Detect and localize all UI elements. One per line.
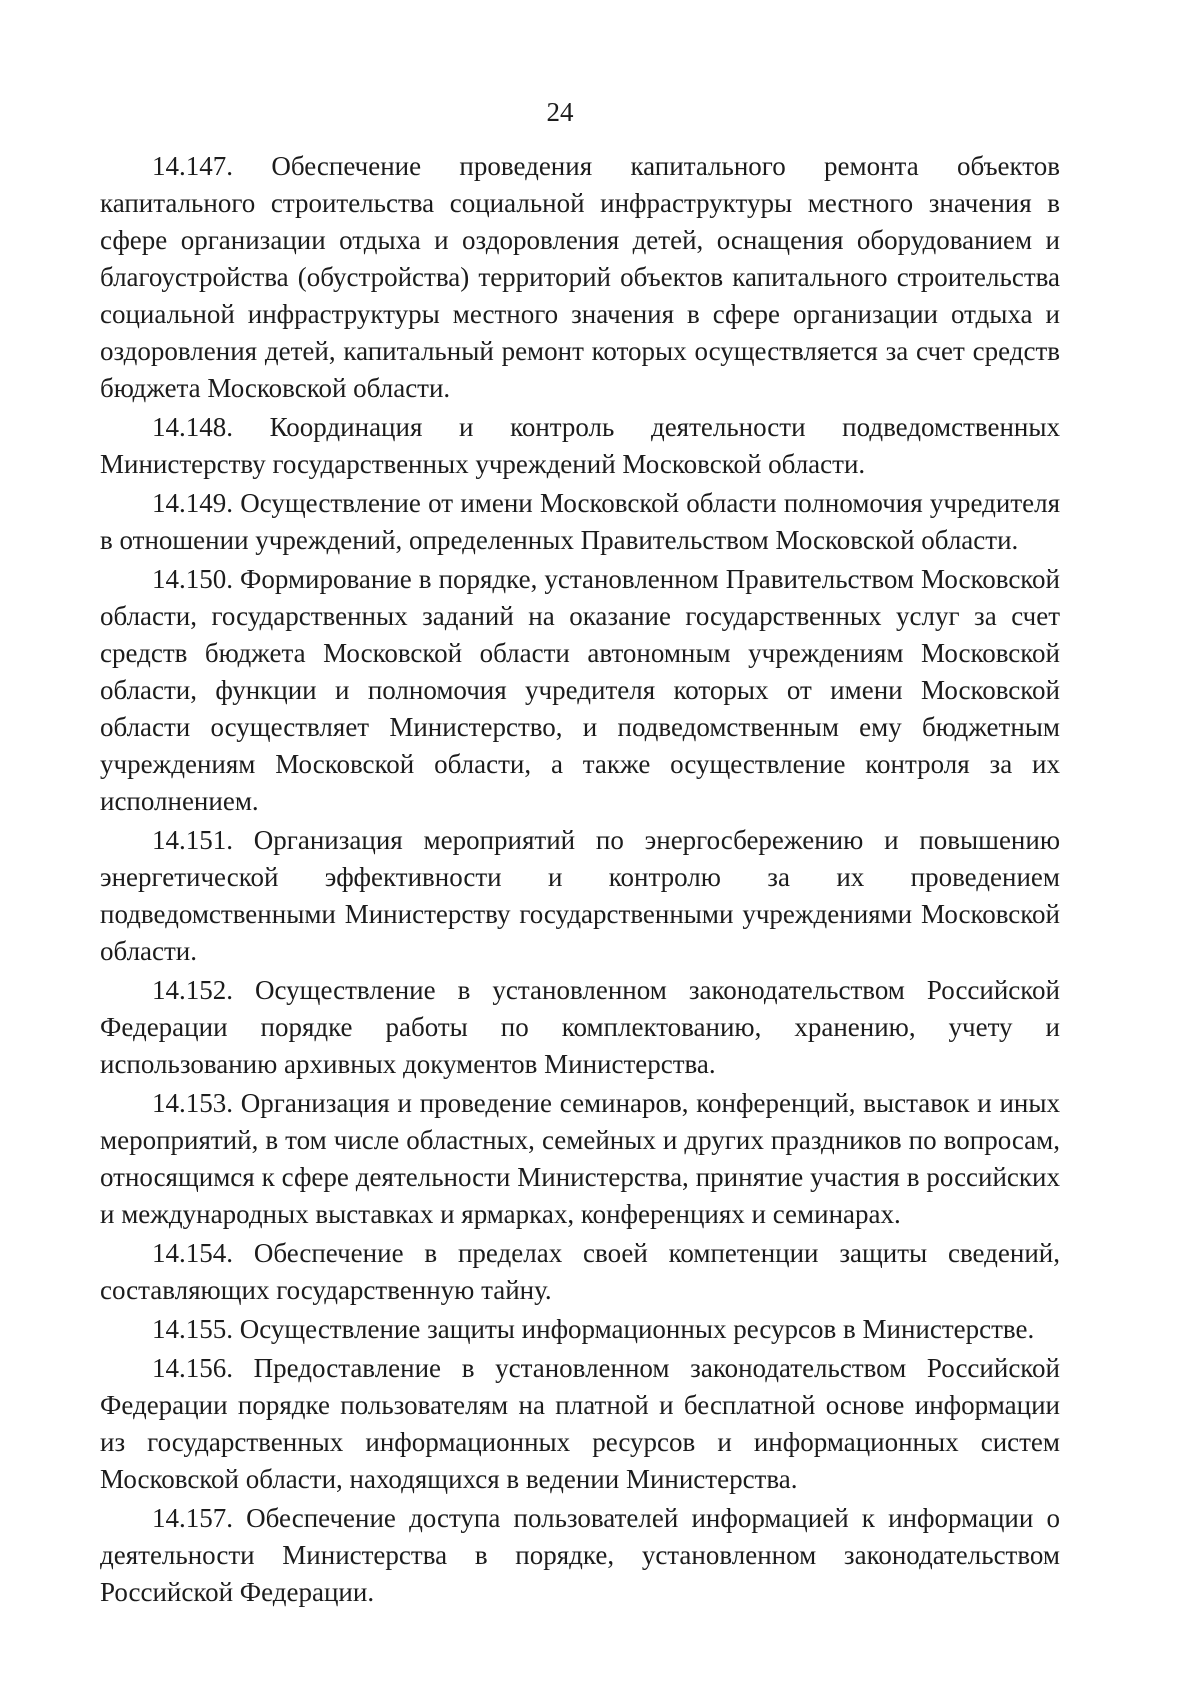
paragraph-14-150: 14.150. Формирование в порядке, установленном Правительством Московской области, государственных заданий на оказание государственных услуг за счет средств бюджета Московской области автономным учреждениям Московской области, функции и полномочия учредителя которых от имени Московской области осуществляет Министерство, и подведомственным ему бюджетным учреждениям Московской области, а также осуществление контроля за их исполнением. xyxy=(100,564,1060,816)
paragraph-14-149: 14.149. Осуществление от имени Московской области полномочия учредителя в отношении учреждений, определенных Правительством Московской области. xyxy=(100,488,1060,555)
paragraph-14-156: 14.156. Предоставление в установленном законодательством Российской Федерации порядке пользователям на платной и бесплатной основе информации из государственных информационных ресурсов и информационных систем Московской области, находящихся в ведении Министерства. xyxy=(100,1353,1060,1494)
paragraph-14-154: 14.154. Обеспечение в пределах своей компетенции защиты сведений, составляющих государственную тайну. xyxy=(100,1238,1060,1305)
paragraph-14-155: 14.155. Осуществление защиты информационных ресурсов в Министерстве. xyxy=(152,1314,1035,1344)
paragraph-14-147: 14.147. Обеспечение проведения капитального ремонта объектов капитального строительства социальной инфраструктуры местного значения в сфере организации отдыха и оздоровления детей, оснащения оборудованием и благоустройства (обустройства) территорий объектов капитального строительства социальной инфраструктуры местного значения в сфере организации отдыха и оздоровления детей, капитальный ремонт которых осуществляется за счет средств бюджета Московской области. xyxy=(100,151,1060,403)
paragraph-14-153: 14.153. Организация и проведение семинаров, конференций, выставок и иных мероприятий, в том числе областных, семейных и других праздников по вопросам, относящимся к сфере деятельности Министерства, принятие участия в российских и международных выставках и ярмарках, конференциях и семинарах. xyxy=(100,1088,1060,1229)
document-body xyxy=(100,148,1060,1613)
paragraph-14-152: 14.152. Осуществление в установленном законодательством Российской Федерации порядке работы по комплектованию, хранению, учету и использованию архивных документов Министерства. xyxy=(100,975,1060,1079)
paragraph-14-157: 14.157. Обеспечение доступа пользователей информацией к информации о деятельности Министерства в порядке, установленном законодательством Российской Федерации. xyxy=(100,1503,1060,1607)
page-number: 24 xyxy=(546,97,574,127)
paragraph-14-151: 14.151. Организация мероприятий по энергосбережению и повышению энергетической эффективности и контролю за их проведением подведомственными Министерству государственными учреждениями Московской области. xyxy=(100,825,1060,966)
paragraph-14-148: 14.148. Координация и контроль деятельности подведомственных Министерству государственных учреждений Московской области. xyxy=(100,412,1060,479)
